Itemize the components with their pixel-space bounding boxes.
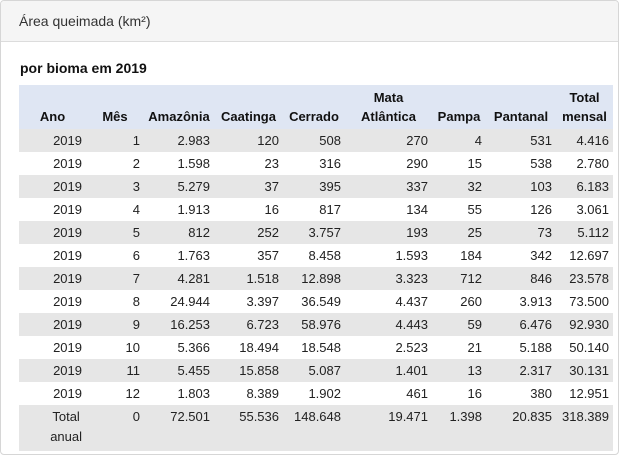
cell-mata-atlantica: 2.523 — [345, 336, 432, 359]
cell-caatinga: 1.518 — [214, 267, 283, 290]
cell-cerrado: 18.548 — [283, 336, 345, 359]
cell-mata-atlantica: 270 — [345, 129, 432, 152]
cell-amazonia: 4.281 — [144, 267, 214, 290]
total-anual: 318.389 — [556, 405, 613, 451]
cell-amazonia: 2.983 — [144, 129, 214, 152]
cell-mata-atlantica: 1.593 — [345, 244, 432, 267]
cell-pampa: 260 — [432, 290, 486, 313]
cell-pampa: 55 — [432, 198, 486, 221]
header-mes[interactable]: Mês — [86, 85, 144, 129]
cell-ano: 2019 — [19, 129, 86, 152]
cell-pampa: 32 — [432, 175, 486, 198]
total-cerrado: 148.648 — [283, 405, 345, 451]
total-amazonia: 72.501 — [144, 405, 214, 451]
cell-amazonia: 1.598 — [144, 152, 214, 175]
table-row — [19, 221, 613, 244]
cell-cerrado: 817 — [283, 198, 345, 221]
header-ano[interactable]: Ano — [19, 85, 86, 129]
cell-pampa: 712 — [432, 267, 486, 290]
cell-amazonia: 16.253 — [144, 313, 214, 336]
table-total-row — [19, 405, 613, 451]
cell-mes: 7 — [86, 267, 144, 290]
cell-pantanal: 531 — [486, 129, 556, 152]
table-row — [19, 175, 613, 198]
table-row — [19, 382, 613, 405]
table-row — [19, 152, 613, 175]
cell-caatinga: 3.397 — [214, 290, 283, 313]
cell-pampa: 13 — [432, 359, 486, 382]
header-total-line2: mensal — [562, 109, 607, 124]
cell-pampa: 59 — [432, 313, 486, 336]
header-mata-line1: Mata — [373, 90, 404, 105]
table-subtitle: por bioma em 2019 — [20, 60, 147, 76]
panel-title: Área queimada (km²) — [19, 13, 151, 29]
cell-pantanal: 3.913 — [486, 290, 556, 313]
cell-pantanal: 103 — [486, 175, 556, 198]
cell-mata-atlantica: 290 — [345, 152, 432, 175]
cell-pantanal: 2.317 — [486, 359, 556, 382]
cell-mata-atlantica: 461 — [345, 382, 432, 405]
cell-cerrado: 36.549 — [283, 290, 345, 313]
cell-mata-atlantica: 3.323 — [345, 267, 432, 290]
cell-mes: 12 — [86, 382, 144, 405]
cell-mata-atlantica: 4.443 — [345, 313, 432, 336]
cell-ano: 2019 — [19, 290, 86, 313]
cell-total-mensal: 4.416 — [556, 129, 613, 152]
cell-amazonia: 24.944 — [144, 290, 214, 313]
header-cerrado[interactable]: Cerrado — [283, 85, 345, 129]
cell-total-mensal: 3.061 — [556, 198, 613, 221]
cell-mes: 1 — [86, 129, 144, 152]
cell-pampa: 25 — [432, 221, 486, 244]
cell-caatinga: 252 — [214, 221, 283, 244]
cell-cerrado: 5.087 — [283, 359, 345, 382]
cell-pantanal: 73 — [486, 221, 556, 244]
total-caatinga: 55.536 — [214, 405, 283, 451]
cell-ano: 2019 — [19, 267, 86, 290]
header-amazonia[interactable]: Amazônia — [144, 85, 214, 129]
table-row — [19, 359, 613, 382]
cell-pantanal: 380 — [486, 382, 556, 405]
cell-total-mensal: 12.697 — [556, 244, 613, 267]
cell-ano: 2019 — [19, 152, 86, 175]
cell-ano: 2019 — [19, 175, 86, 198]
cell-pampa: 4 — [432, 129, 486, 152]
cell-mes: 4 — [86, 198, 144, 221]
cell-caatinga: 357 — [214, 244, 283, 267]
table-row — [19, 313, 613, 336]
cell-total-mensal: 5.112 — [556, 221, 613, 244]
cell-cerrado: 12.898 — [283, 267, 345, 290]
panel-header — [1, 1, 618, 42]
cell-ano: 2019 — [19, 336, 86, 359]
total-anual-label — [50, 407, 82, 447]
total-pampa: 1.398 — [432, 405, 486, 451]
cell-cerrado: 1.902 — [283, 382, 345, 405]
cell-ano: 2019 — [19, 382, 86, 405]
cell-mata-atlantica: 1.401 — [345, 359, 432, 382]
table-header-row — [19, 85, 613, 129]
cell-total-mensal: 50.140 — [556, 336, 613, 359]
total-label-line2: anual — [50, 429, 82, 444]
cell-total-mensal: 73.500 — [556, 290, 613, 313]
cell-caatinga: 6.723 — [214, 313, 283, 336]
cell-caatinga: 15.858 — [214, 359, 283, 382]
table-row — [19, 198, 613, 221]
cell-mes: 10 — [86, 336, 144, 359]
table-row — [19, 290, 613, 313]
cell-mata-atlantica: 337 — [345, 175, 432, 198]
total-label-cell — [19, 405, 86, 451]
cell-pantanal: 538 — [486, 152, 556, 175]
total-mata-atlantica: 19.471 — [345, 405, 432, 451]
cell-pantanal: 342 — [486, 244, 556, 267]
cell-mata-atlantica: 193 — [345, 221, 432, 244]
table-row — [19, 336, 613, 359]
cell-caatinga: 8.389 — [214, 382, 283, 405]
table-row — [19, 267, 613, 290]
cell-pantanal: 6.476 — [486, 313, 556, 336]
cell-total-mensal: 30.131 — [556, 359, 613, 382]
cell-ano: 2019 — [19, 198, 86, 221]
cell-total-mensal: 6.183 — [556, 175, 613, 198]
cell-caatinga: 37 — [214, 175, 283, 198]
table-row — [19, 244, 613, 267]
cell-amazonia: 5.279 — [144, 175, 214, 198]
cell-cerrado: 395 — [283, 175, 345, 198]
header-caatinga[interactable]: Caatinga — [214, 85, 283, 129]
header-total-mensal[interactable] — [556, 85, 613, 129]
cell-total-mensal: 92.930 — [556, 313, 613, 336]
cell-cerrado: 3.757 — [283, 221, 345, 244]
total-label-line1: Total — [52, 409, 80, 424]
cell-cerrado: 508 — [283, 129, 345, 152]
cell-pampa: 16 — [432, 382, 486, 405]
cell-pampa: 184 — [432, 244, 486, 267]
cell-pantanal: 846 — [486, 267, 556, 290]
cell-mes: 9 — [86, 313, 144, 336]
cell-caatinga: 23 — [214, 152, 283, 175]
cell-cerrado: 316 — [283, 152, 345, 175]
cell-caatinga: 120 — [214, 129, 283, 152]
cell-amazonia: 812 — [144, 221, 214, 244]
cell-total-mensal: 12.951 — [556, 382, 613, 405]
total-pantanal: 20.835 — [486, 405, 556, 451]
cell-caatinga: 16 — [214, 198, 283, 221]
cell-caatinga: 18.494 — [214, 336, 283, 359]
cell-ano: 2019 — [19, 359, 86, 382]
cell-mes: 2 — [86, 152, 144, 175]
cell-pantanal: 126 — [486, 198, 556, 221]
cell-amazonia: 5.455 — [144, 359, 214, 382]
table-body — [19, 129, 613, 451]
cell-amazonia: 1.913 — [144, 198, 214, 221]
cell-mes: 3 — [86, 175, 144, 198]
cell-total-mensal: 23.578 — [556, 267, 613, 290]
cell-mata-atlantica: 4.437 — [345, 290, 432, 313]
cell-pampa: 21 — [432, 336, 486, 359]
cell-amazonia: 1.803 — [144, 382, 214, 405]
cell-ano: 2019 — [19, 221, 86, 244]
cell-cerrado: 8.458 — [283, 244, 345, 267]
header-pampa[interactable]: Pampa — [432, 85, 486, 129]
cell-mes: 11 — [86, 359, 144, 382]
cell-mes: 6 — [86, 244, 144, 267]
table-row — [19, 129, 613, 152]
cell-amazonia: 1.763 — [144, 244, 214, 267]
header-pantanal[interactable]: Pantanal — [486, 85, 556, 129]
cell-total-mensal: 2.780 — [556, 152, 613, 175]
cell-pampa: 15 — [432, 152, 486, 175]
cell-ano: 2019 — [19, 244, 86, 267]
cell-ano: 2019 — [19, 313, 86, 336]
cell-mes: 5 — [86, 221, 144, 244]
header-mata-line2: Atlântica — [361, 109, 416, 124]
header-mata-atlantica[interactable] — [345, 85, 432, 129]
header-total-line1: Total — [569, 90, 600, 105]
cell-pantanal: 5.188 — [486, 336, 556, 359]
cell-mes: 8 — [86, 290, 144, 313]
cell-mata-atlantica: 134 — [345, 198, 432, 221]
total-mes: 0 — [86, 405, 144, 451]
burned-area-table — [19, 85, 613, 451]
cell-amazonia: 5.366 — [144, 336, 214, 359]
cell-cerrado: 58.976 — [283, 313, 345, 336]
